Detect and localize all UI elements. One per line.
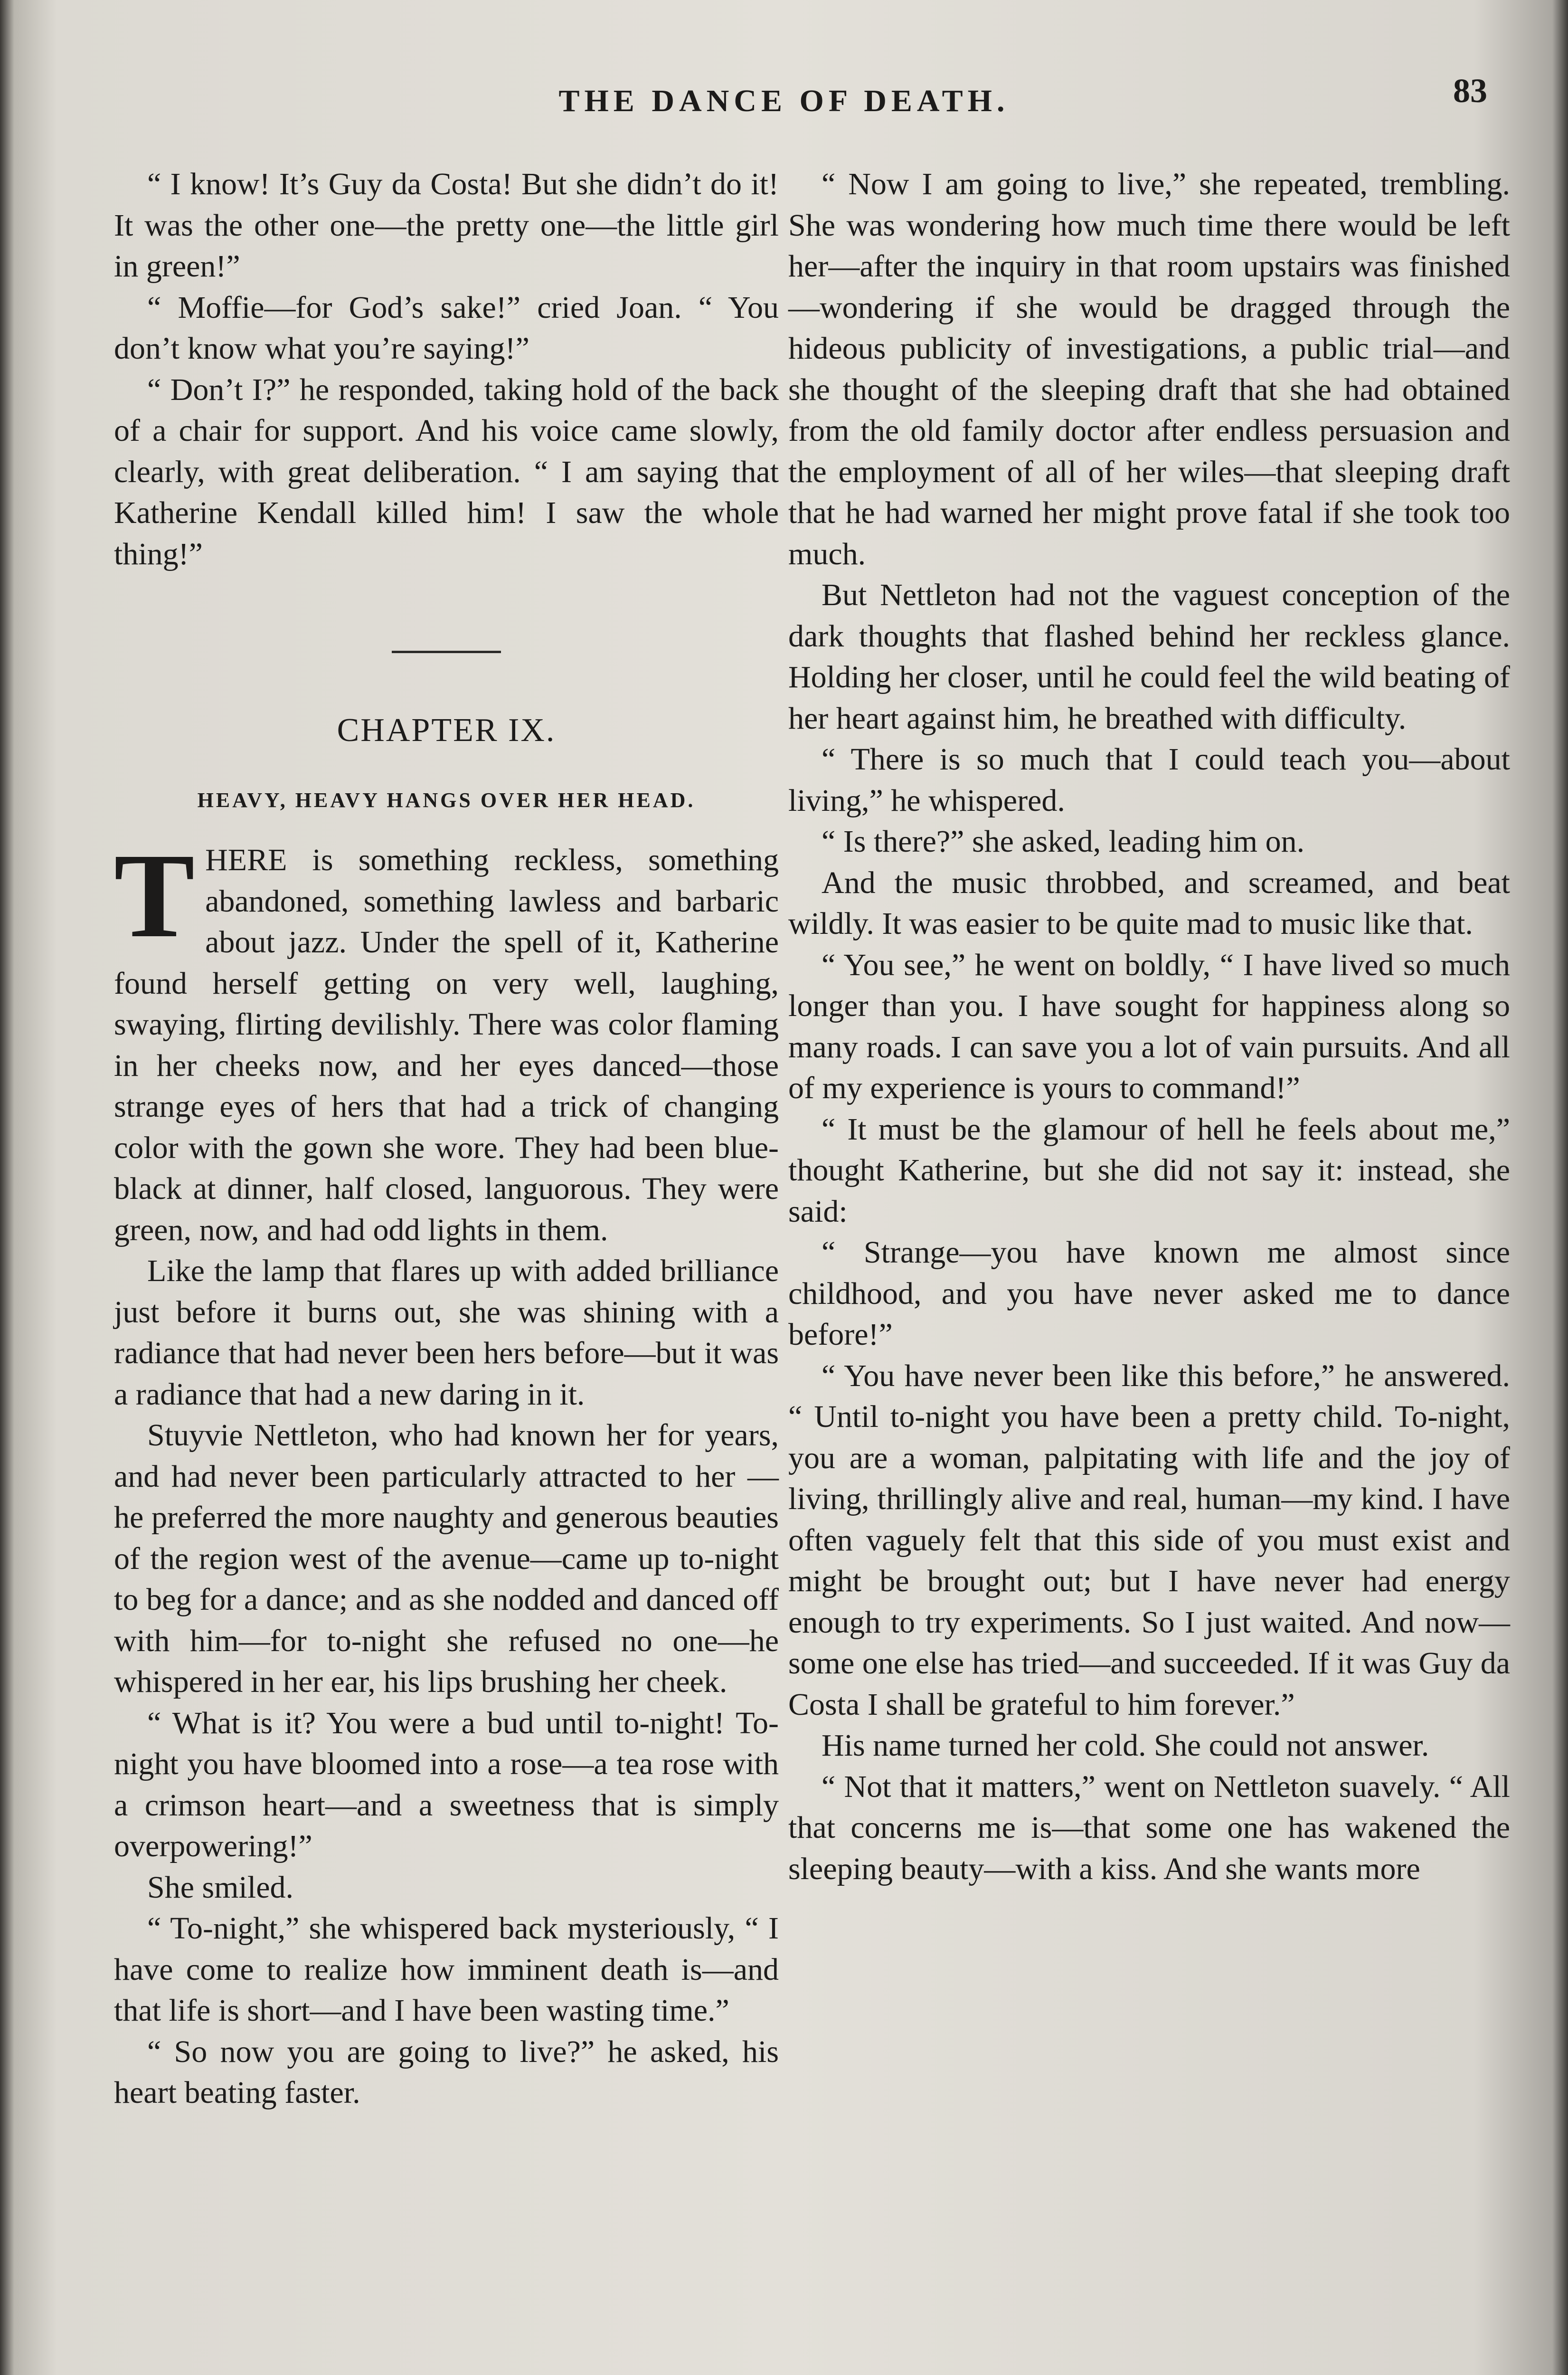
page-number: 83 xyxy=(1453,72,1487,110)
paragraph: HERE is something reckless, something abandoned, something lawless and barbaric about jazz. Under the spell of it, Katherine found herself getting on very well, laughing, swaying, flirting devilishly. There was color flaming in her cheeks now, and her eyes danced—those strange eyes of hers that had a trick of changing color with the gown she wore. They had been blue-black at dinner, half closed, languorous. They were green, now, and had odd lights in them. xyxy=(114,843,779,1247)
running-header: THE DANCE OF DEATH. xyxy=(558,84,1010,118)
paragraph: “ Strange—you have known me almost since childhood, and you have never asked me to dance before!” xyxy=(788,1235,1510,1352)
paragraph: And the music throbbed, and screamed, and beat wildly. It was easier to be quite mad to music like that. xyxy=(788,865,1510,941)
right-column xyxy=(788,164,1510,1890)
paragraph: “ Moffie—for God’s sake!” cried Joan. “ You don’t know what you’re saying!” xyxy=(114,290,779,366)
paragraph: His name turned her cold. She could not answer. xyxy=(822,1728,1429,1763)
paragraph: “ It must be the glamour of hell he feels about me,” thought Katherine, but she did not say it: instead, she said: xyxy=(788,1112,1510,1229)
section-divider xyxy=(392,651,501,653)
paragraph: “ You see,” he went on boldly, “ I have lived so much longer than you. I have sought for happiness along so many roads. I can save you a lot of vain pursuits. And all of my experience is yours to command!” xyxy=(788,947,1510,1105)
chapter-subtitle: HEAVY, HEAVY HANGS OVER HER HEAD. xyxy=(197,788,696,812)
paragraph: “ I know! It’s Guy da Costa! But she didn’t do it! It was the other one—the pretty one—the little girl in green!” xyxy=(114,167,779,284)
paragraph: “ Not that it matters,” went on Nettleton suavely. “ All that concerns me is—that some one has wakened the sleeping beauty—with a kiss. And she wants more xyxy=(788,1769,1510,1886)
paragraph: “ There is so much that I could teach you—about living,” he whispered. xyxy=(788,742,1510,818)
paragraph: “ Now I am going to live,” she repeated, trembling. She was wondering how much time there would be left her—after the inquiry in that room upstairs was finished—wondering if she would be dragged through the hideous publicity of investigations, a public trial—and she thought of the sleeping draft that she had obtained from the old family doctor after endless persuasion and the employment of all of her wiles—that sleeping draft that he had warned her might prove fatal if she took too much. xyxy=(788,167,1510,571)
paragraph: “ Don’t I?” he responded, taking hold of the back of a chair for support. And his voice came slowly, clearly, with great deliberation. “ I am saying that Katherine Kendall killed him! I saw the whole thing!” xyxy=(114,372,779,571)
paragraph: Stuyvie Nettleton, who had known her for years, and had never been particularly attracted to her — he preferred the more naughty and generous beauties of the region west of the avenue—came up to-night to beg for a dance; and as she nodded and danced off with him—for to-night she refused no one—he whispered in her ear, his lips brushing her cheek. xyxy=(114,1418,779,1699)
paragraph: She smiled. xyxy=(147,1870,293,1905)
paragraph: “ To-night,” she whispered back mysteriously, “ I have come to realize how imminent death is—and that life is short—and I have been wasting time.” xyxy=(114,1911,779,2028)
paragraph: “ Is there?” she asked, leading him on. xyxy=(822,824,1305,859)
paragraph: “ So now you are going to live?” he asked, his heart beating faster. xyxy=(114,2034,779,2110)
paragraph: “ What is it? You were a bud until to-night! To-night you have bloomed into a rose—a tea rose with a crimson heart—and a sweetness that is simply overpowering!” xyxy=(114,1705,779,1863)
chapter-opening xyxy=(114,829,779,1251)
drop-cap: T xyxy=(114,829,195,963)
chapter-title: CHAPTER IX. xyxy=(337,712,556,749)
left-column xyxy=(114,164,779,2114)
paragraph: Like the lamp that flares up with added brilliance just before it burns out, she was shining with a radiance that had never been hers before—but it was a radiance that had a new daring in it. xyxy=(114,1254,779,1412)
paragraph: “ You have never been like this before,” he answered. “ Until to-night you have been a pretty child. To-night, you are a woman, palpitating with life and the joy of living, thrillingly alive and real, human—my kind. I have often vaguely felt that this side of you must exist and might be brought out; but I have never had energy enough to try experiments. So I just waited. And now—some one else has tried—and succeeded. If it was Guy da Costa I shall be grateful to him forever.” xyxy=(788,1358,1510,1722)
paragraph: But Nettleton had not the vaguest conception of the dark thoughts that flashed behind her reckless glance. Holding her closer, until he could feel the wild beating of her heart against him, he breathed with difficulty. xyxy=(788,578,1510,736)
